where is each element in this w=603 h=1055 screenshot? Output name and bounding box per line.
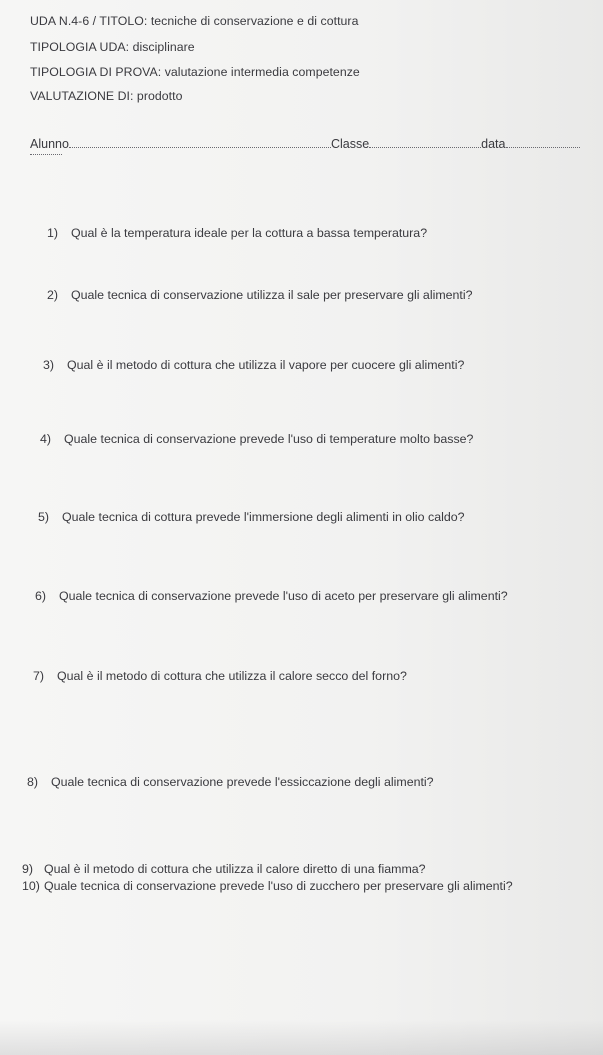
question-6 bbox=[35, 589, 508, 603]
classe-blank[interactable] bbox=[369, 136, 481, 148]
question-9 bbox=[22, 862, 426, 876]
question-text: Qual è il metodo di cottura che utilizza il vapore per cuocere gli alimenti? bbox=[67, 358, 465, 372]
question-number: 5) bbox=[38, 510, 50, 524]
question-8 bbox=[27, 775, 434, 789]
question-text: Quale tecnica di cottura prevede l'immersione degli alimenti in olio caldo? bbox=[62, 510, 465, 524]
alunno-blank[interactable] bbox=[69, 136, 331, 148]
question-2 bbox=[47, 288, 473, 302]
question-number: 7) bbox=[33, 669, 45, 683]
question-text: Qual è la temperatura ideale per la cottura a bassa temperatura? bbox=[71, 226, 428, 240]
question-text: Qual è il metodo di cottura che utilizza il calore diretto di una fiamma? bbox=[44, 862, 426, 876]
question-text: Qual è il metodo di cottura che utilizza il calore secco del forno? bbox=[57, 669, 407, 683]
question-text: Quale tecnica di conservazione prevede l'uso di aceto per preservare gli alimenti? bbox=[59, 589, 508, 603]
tipologia-prova: TIPOLOGIA DI PROVA: valutazione intermedia competenze bbox=[30, 65, 360, 79]
question-number: 3) bbox=[43, 358, 55, 372]
question-text: Quale tecnica di conservazione prevede l'uso di temperature molto basse? bbox=[64, 432, 474, 446]
question-text: Quale tecnica di conservazione prevede l'uso di zucchero per preservare gli alimenti? bbox=[44, 879, 513, 893]
data-label: data bbox=[481, 137, 506, 151]
question-number: 9) bbox=[22, 862, 34, 876]
question-number: 2) bbox=[47, 288, 59, 302]
question-text: Quale tecnica di conservazione utilizza il sale per preservare gli alimenti? bbox=[71, 288, 473, 302]
data-blank[interactable] bbox=[506, 136, 580, 148]
student-info-line bbox=[30, 136, 580, 151]
question-4 bbox=[40, 432, 473, 446]
tipologia-uda: TIPOLOGIA UDA: disciplinare bbox=[30, 40, 195, 54]
question-number: 4) bbox=[40, 432, 52, 446]
page-bottom-shadow bbox=[0, 1020, 603, 1055]
question-number: 6) bbox=[35, 589, 47, 603]
alunno-label: Alunno bbox=[30, 137, 69, 151]
valutazione: VALUTAZIONE DI: prodotto bbox=[30, 89, 183, 103]
question-7 bbox=[33, 669, 407, 683]
question-number: 10) bbox=[22, 879, 40, 893]
question-1 bbox=[47, 226, 427, 240]
question-5 bbox=[38, 510, 465, 524]
uda-title: UDA N.4-6 / TITOLO: tecniche di conservazione e di cottura bbox=[30, 14, 359, 28]
question-number: 1) bbox=[47, 226, 59, 240]
question-number: 8) bbox=[27, 775, 39, 789]
question-text: Quale tecnica di conservazione prevede l'essiccazione degli alimenti? bbox=[51, 775, 434, 789]
alunno-blank-continuation bbox=[30, 154, 62, 155]
question-3 bbox=[43, 358, 464, 372]
question-10 bbox=[22, 879, 513, 893]
classe-label: Classe bbox=[330, 137, 370, 151]
